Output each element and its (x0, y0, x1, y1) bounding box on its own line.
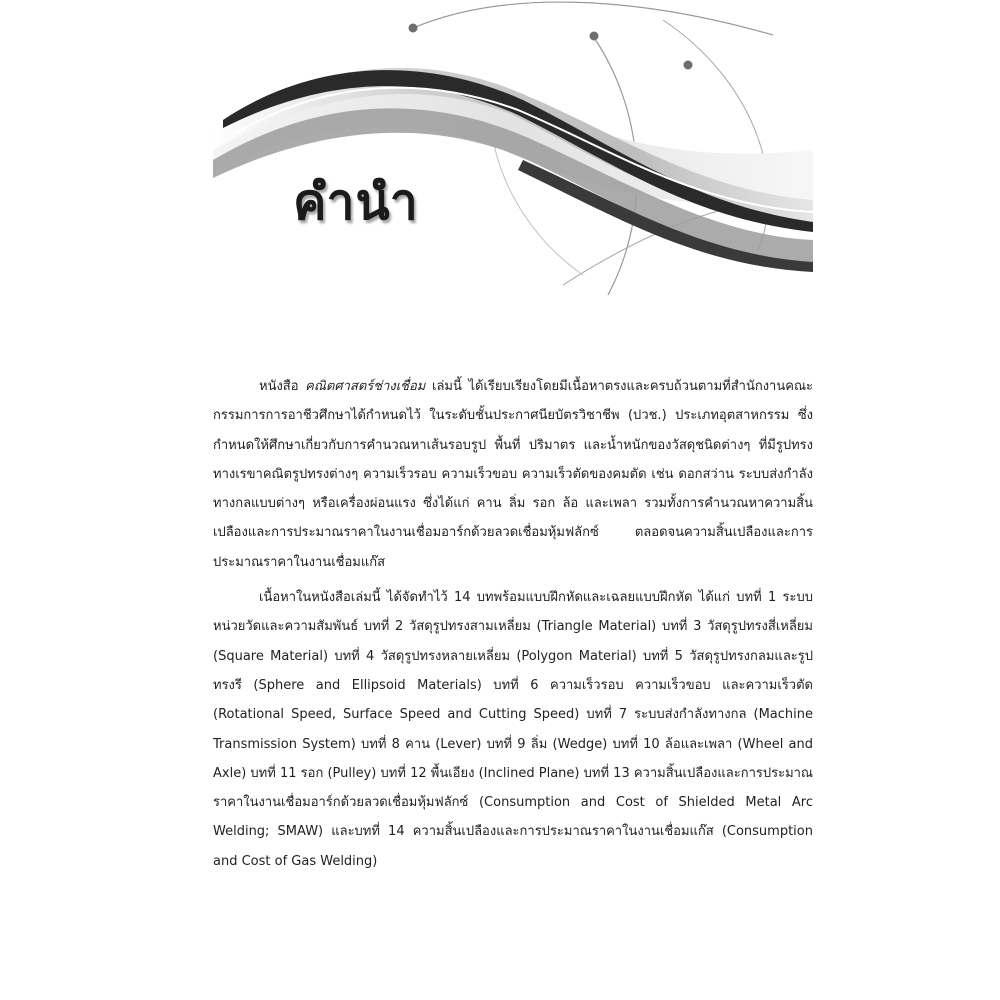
arc-dot (590, 32, 599, 41)
preface-body (213, 372, 813, 876)
paragraph-text: เล่มนี้ ได้เรียบเรียงโดยมีเนื้อหาตรงและครบถ้วนตามที่สำนักงานคณะกรรมการการอาชีวศึกษาได้กำหนดไว้ ในระดับชั้นประกาศนียบัตรวิชาชีพ (ปวช.) ประเภทอุตสาหกรรม ซึ่งกำหนดให้ศึกษาเกี่ยวกับการคำนวณหาเส้นรอบรูป พื้นที่ ปริมาตร และน้ำหนักของวัสดุชนิดต่างๆ ที่มีรูปทรงทางเรขาคณิตรูปทรงต่างๆ ความเร็วรอบ ความเร็วขอบ ความเร็วตัดของคมตัด เช่น ดอกสว่าน ระบบส่งกำลังทางกลแบบต่างๆ หรือเครื่องผ่อนแรง ซึ่งได้แก่ คาน ลิ่ม รอก ล้อ และเพลา รวมทั้งการคำนวณหาความสิ้นเปลืองและการประมาณราคาในงานเชื่อมอาร์กด้วยลวดเชื่อมหุ้มฟลักซ์ ตลอดจนความสิ้นเปลืองและการประมาณราคาในงานเชื่อมแก๊ส (213, 379, 813, 570)
arc-line (413, 2, 773, 35)
arc-dot (684, 61, 693, 70)
book-title: คณิตศาสตร์ช่างเชื่อม (305, 379, 426, 394)
arc-dot (409, 24, 418, 33)
page-title: คำนำ (293, 173, 419, 231)
preface-paragraph-1 (213, 372, 813, 577)
paragraph-text: หนังสือ (259, 379, 306, 394)
decorative-swoosh-header (213, 0, 813, 295)
preface-paragraph-2: เนื้อหาในหนังสือเล่มนี้ ได้จัดทำไว้ 14 บทพร้อมแบบฝึกหัดและเฉลยแบบฝึกหัด ได้แก่ บทที่ 1 ระบบหน่วยวัดและความสัมพันธ์ บทที่ 2 วัสดุรูปทรงสามเหลี่ยม (Triangle Material) บทที่ 3 วัสดุรูปทรงสี่เหลี่ยม (Square Material) บทที่ 4 วัสดุรูปทรงหลายเหลี่ยม (Polygon Material) บทที่ 5 วัสดุรูปทรงกลมและรูปทรงรี (Sphere and Ellipsoid Materials) บทที่ 6 ความเร็วรอบ ความเร็วขอบ และความเร็วตัด (Rotational Speed, Surface Speed and Cutting Speed) บทที่ 7 ระบบส่งกำลังทางกล (Machine Transmission System) บทที่ 8 คาน (Lever) บทที่ 9 ลิ่ม (Wedge) บทที่ 10 ล้อและเพลา (Wheel and Axle) บทที่ 11 รอก (Pulley) บทที่ 12 พื้นเอียง (Inclined Plane) บทที่ 13 ความสิ้นเปลืองและการประมาณราคาในงานเชื่อมอาร์กด้วยลวดเชื่อมหุ้มฟลักซ์ (Consumption and Cost of Shielded Metal Arc Welding; SMAW) และบทที่ 14 ความสิ้นเปลืองและการประมาณราคาในงานเชื่อมแก๊ส (Consumption and Cost of Gas Welding) (213, 590, 813, 869)
